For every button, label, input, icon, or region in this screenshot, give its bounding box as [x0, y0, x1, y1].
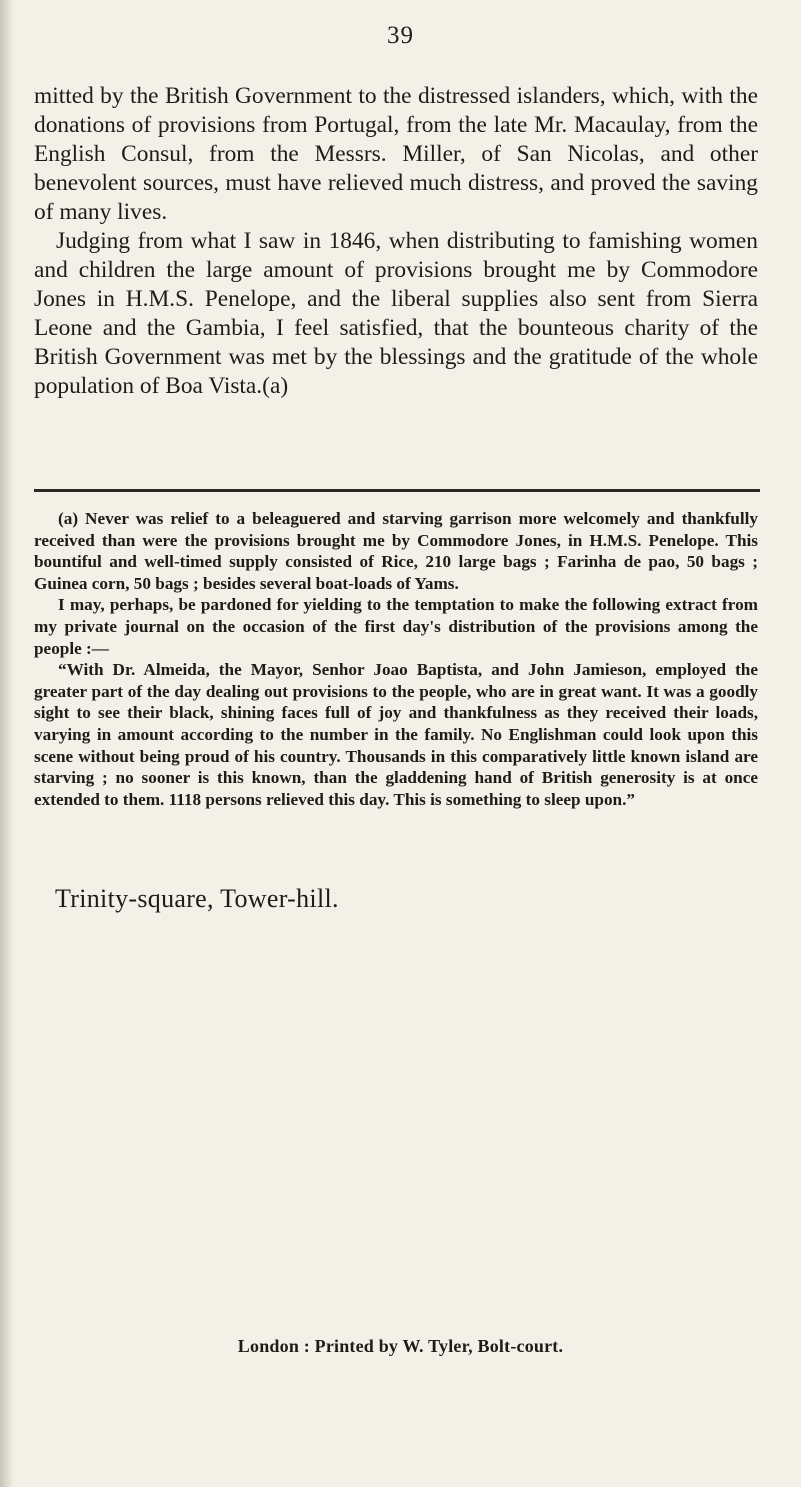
page-number: 39	[387, 22, 414, 49]
signature-place: Trinity-square, Tower-hill.	[55, 884, 339, 913]
book-spine-edge	[0, 0, 14, 1487]
footnote	[34, 508, 758, 810]
printer-imprint: London : Printed by W. Tyler, Bolt-court.	[237, 1336, 564, 1356]
footnote-paragraph-3: “With Dr. Almeida, the Mayor, Senhor Joao Baptista, and John Jamieson, employed the greater part of the day dealing out provisions to the people, who are in great want. It was a goodly sight to see their black, shining faces full of joy and thankfulness as they received their loads, varying in amount according to the number in the family. No Englishman could look upon this scene without being proud of his country. Thousands in this comparatively little known island are starving ; no sooner is this known, than the gladdening hand of British generosity is at once extended to them. 1118 persons relieved this day. This is something to sleep upon.”	[34, 660, 758, 809]
main-paragraph-2: Judging from what I saw in 1846, when distributing to famishing women and children the large amount of provisions brought me by Commodore Jones in H.M.S. Penelope, and the liberal supplies also sent from Sierra Leone and the Gambia, I feel satisfied, that the bounteous charity of the British Government was met by the blessings and the gratitude of the whole population of Boa Vista.(a)	[34, 228, 758, 399]
main-text	[34, 82, 758, 401]
footnote-paragraph-1: (a) Never was relief to a beleaguered and starving garrison more welcomely and thankfully received than were the provisions brought me by Commodore Jones, in H.M.S. Penelope. This bountiful and well-timed supply consisted of Rice, 210 large bags ; Farinha de pao, 50 bags ; Guinea corn, 50 bags ; besides several boat-loads of Yams.	[34, 509, 758, 593]
footnote-divider	[34, 489, 760, 492]
footnote-paragraph-2: I may, perhaps, be pardoned for yielding to the temptation to make the following extract from my private journal on the occasion of the first day's distribution of the provisions among the people :—	[34, 595, 758, 658]
main-paragraph-1: mitted by the British Government to the distressed islanders, which, with the donations of provisions from Portugal, from the late Mr. Macaulay, from the English Consul, from the Messrs. Miller, of San Nicolas, and other benevolent sources, must have relieved much distress, and proved the saving of many lives.	[34, 83, 758, 225]
